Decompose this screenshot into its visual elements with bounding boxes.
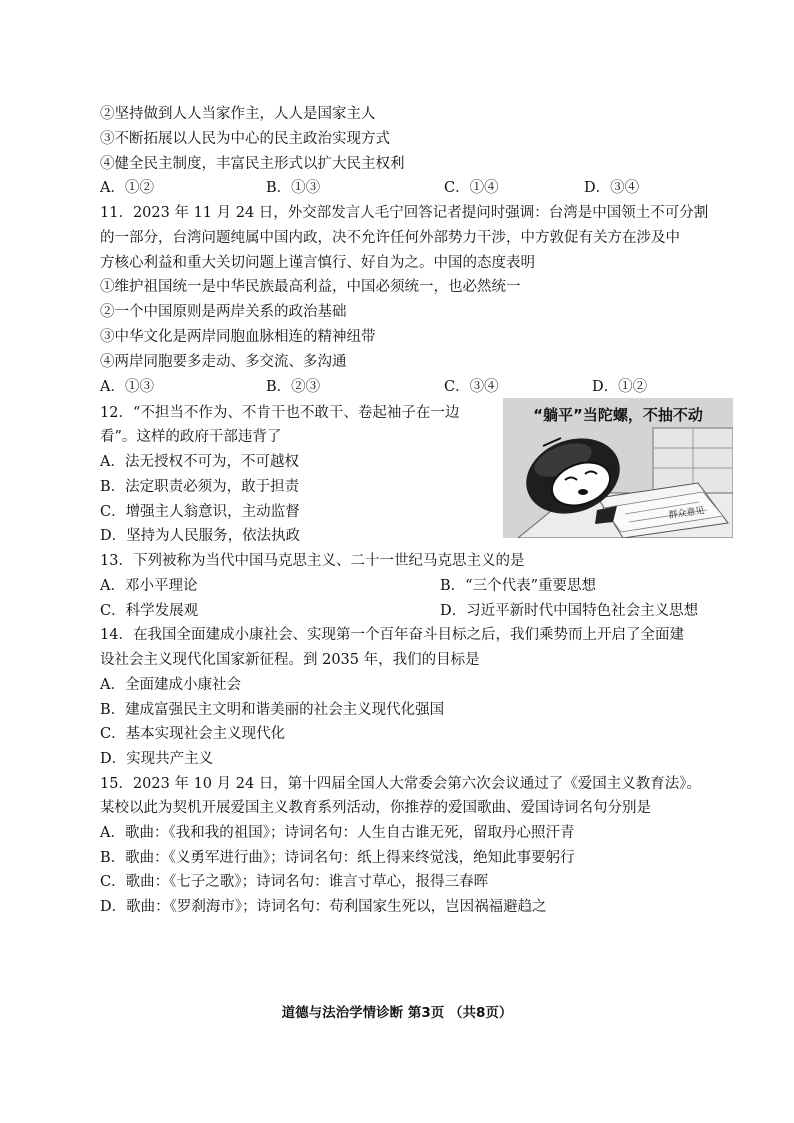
q10-statement-2: ②坚持做到人人当家作主，人人是国家主人 [100, 106, 376, 122]
cartoon-caption: “躺平”当陀螺，不抽不动 [533, 406, 703, 424]
q13-options-row-1 [100, 575, 700, 597]
q14-option-c: C．基本实现社会主义现代化 [100, 726, 286, 742]
q10-statement-4: ④健全民主制度，丰富民主形式以扩大民主权利 [100, 156, 405, 172]
q11-options [100, 376, 700, 398]
q12-option-c: C．增强主人翁意识，主动监督 [100, 504, 300, 520]
q13-options-row-2 [100, 600, 700, 622]
q15-stem-line-2: 某校以此为契机开展爱国主义教育系列活动，你推荐的爱国歌曲、爱国诗词名句分别是 [100, 800, 651, 816]
q10-option-a: A．①② [100, 180, 154, 196]
q11-option-a: A．①③ [100, 379, 154, 395]
q11-stem-line-3: 方核心利益和重大关切问题上谨言慎行、好自为之。中国的态度表明 [100, 255, 535, 271]
q14-stem-line-1: 14．在我国全面建成小康社会、实现第一个百年奋斗目标之后，我们乘势而上开启了全面建 [100, 627, 684, 643]
q12-stem-line-2: 看”。这样的政府干部违背了 [100, 429, 282, 445]
q13-option-b: B．“三个代表”重要思想 [440, 578, 596, 594]
q14-option-a: A．全面建成小康社会 [100, 677, 241, 693]
q14-option-b: B．建成富强民主文明和谐美丽的社会主义现代化强国 [100, 702, 445, 718]
q15-option-d: D．歌曲：《罗刹海市》；诗词名句：苟利国家生死以，岂因祸福避趋之 [100, 899, 547, 915]
q12-option-d: D．坚持为人民服务，依法执政 [100, 528, 301, 544]
q11-stem-line-2: 的一部分，台湾问题纯属中国内政，决不允许任何外部势力干涉，中方敦促有关方在涉及中 [100, 230, 680, 246]
q11-statement-4: ④两岸同胞要多走动、多交流、多沟通 [100, 354, 347, 370]
q15-option-c: C．歌曲：《七子之歌》；诗词名句：谁言寸草心，报得三春晖 [100, 874, 489, 890]
q14-option-d: D．实现共产主义 [100, 751, 214, 767]
q10-option-d: D．③④ [584, 180, 640, 196]
cartoon-illustration [503, 398, 733, 538]
cartoon-paper-text: 群众意见 [668, 506, 706, 521]
q11-option-d: D．①② [592, 379, 648, 395]
q13-option-a: A．邓小平理论 [100, 578, 198, 594]
q11-option-b: B．②③ [266, 379, 321, 395]
q12-option-a: A．法无授权不可为，不可越权 [100, 454, 299, 470]
q13-option-d: D．习近平新时代中国特色社会主义思想 [440, 603, 699, 619]
q10-option-c: C．①④ [444, 180, 499, 196]
q10-statement-3: ③不断拓展以人民为中心的民主政治实现方式 [100, 131, 390, 147]
q13-option-c: C．科学发展观 [100, 603, 199, 619]
page-footer: 道德与法治学情诊断 第3页 （共8页） [281, 1005, 513, 1021]
q11-statement-3: ③中华文化是两岸同胞血脉相连的精神纽带 [100, 329, 376, 345]
q13-stem: 13．下列被称为当代中国马克思主义、二十一世纪马克思主义的是 [100, 553, 525, 569]
q15-stem-line-1: 15．2023 年 10 月 24 日，第十四届全国人大常委会第六次会议通过了《爱国主义教育法》。 [100, 776, 702, 792]
q15-option-a: A．歌曲：《我和我的祖国》；诗词名句：人生自古谁无死，留取丹心照汗青 [100, 825, 575, 841]
q10-options [100, 177, 700, 199]
q15-option-b: B．歌曲：《义勇军进行曲》；诗词名句：纸上得来终觉浅，绝知此事要躬行 [100, 850, 575, 866]
q11-statement-2: ②一个中国原则是两岸关系的政治基础 [100, 304, 347, 320]
q10-option-b: B．①③ [266, 180, 321, 196]
q11-statement-1: ①维护祖国统一是中华民族最高利益，中国必须统一，也必然统一 [100, 279, 521, 295]
q11-option-c: C．③④ [444, 379, 499, 395]
q14-stem-line-2: 设社会主义现代化国家新征程。到 2035 年，我们的目标是 [100, 652, 480, 668]
q11-stem-line-1: 11．2023 年 11 月 24 日，外交部发言人毛宁回答记者提问时强调：台湾是中国领土不可分割 [100, 205, 709, 221]
q12-option-b: B．法定职责必须为，敢于担责 [100, 479, 300, 495]
q12-stem-line-1: 12．“不担当不作为、不肯干也不敢干、卷起袖子在一边 [100, 405, 460, 421]
